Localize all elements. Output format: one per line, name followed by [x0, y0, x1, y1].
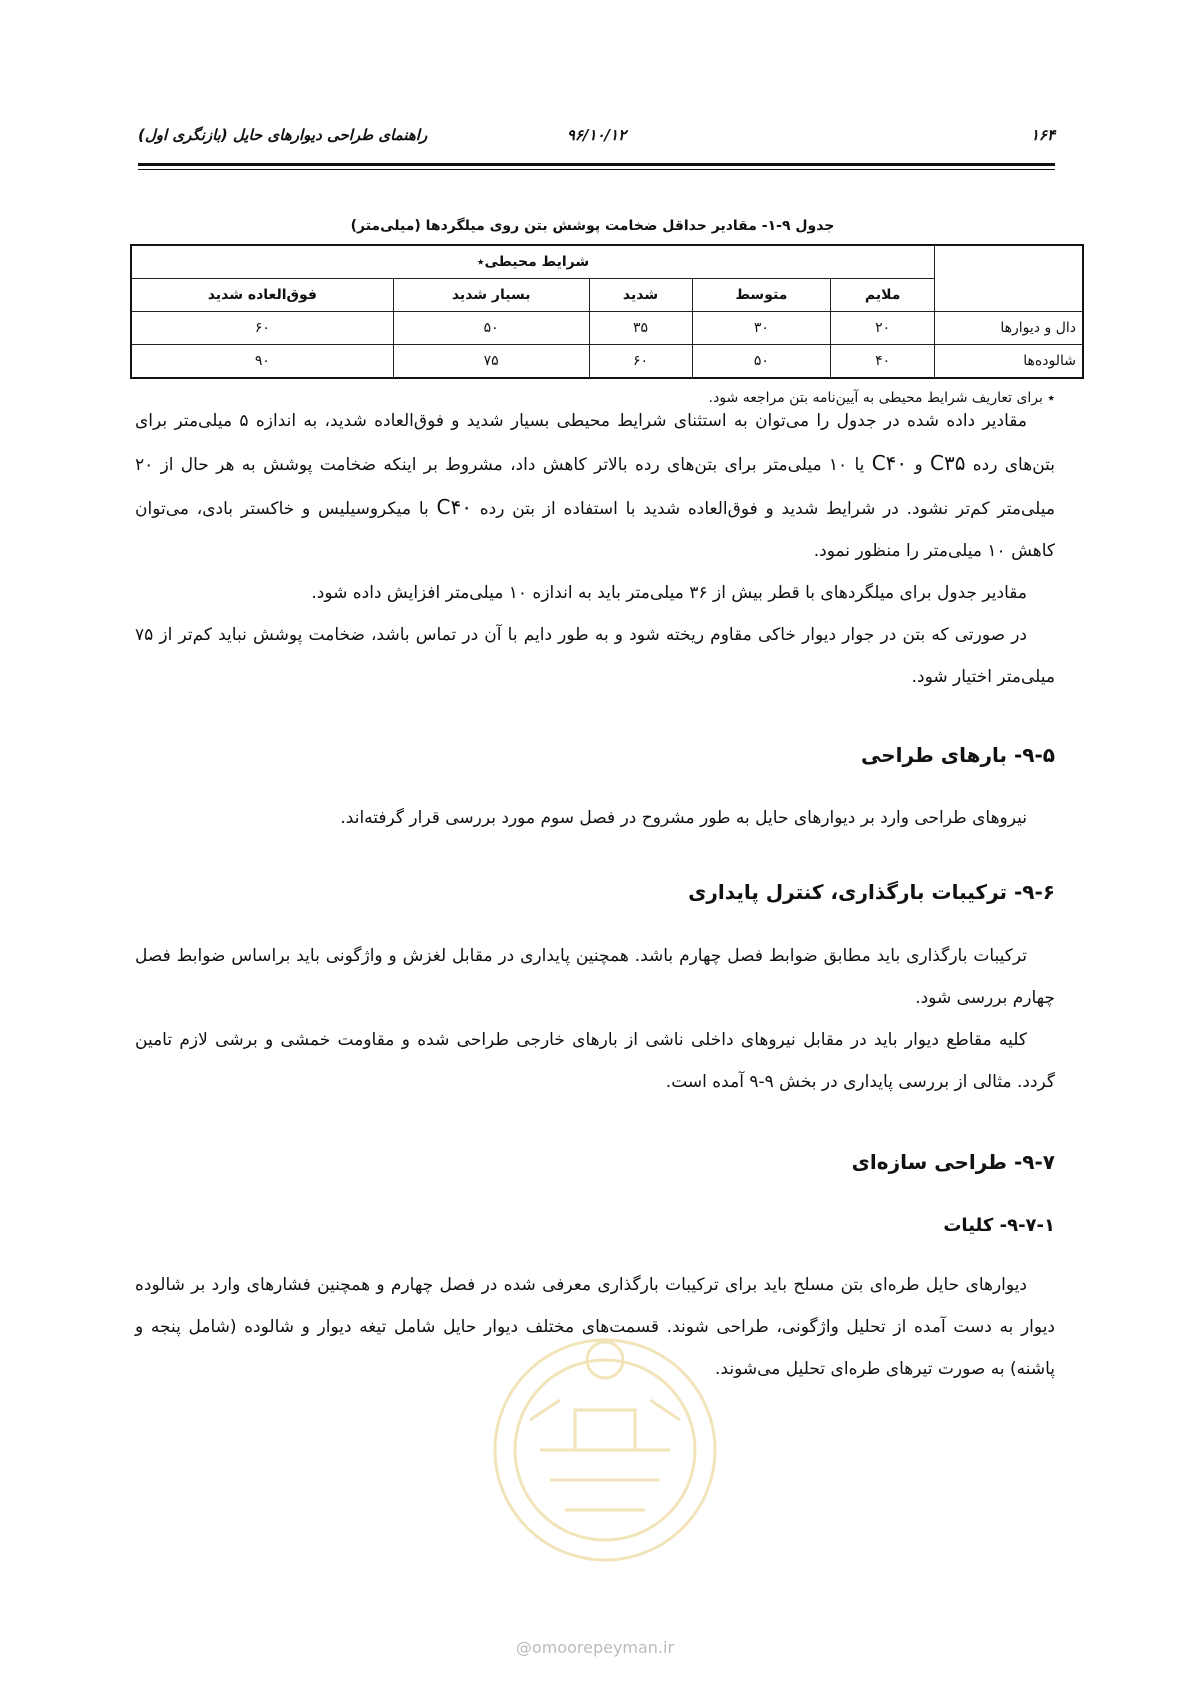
section-heading: ۹-۶- ترکیبات بارگذاری، کنترل پایداری	[688, 880, 1055, 904]
paragraph-text: و	[907, 455, 930, 475]
column-header: ملایم	[831, 279, 935, 312]
table-caption: جدول ۹-۱- مقادیر حداقل ضخامت پوشش بتن روی میلگردها (میلی‌متر)	[350, 218, 835, 234]
row-label: شالوده‌ها	[935, 345, 1084, 379]
paragraph-text: با میکروسیلیس و خاکستر بادی، می‌توان کاهش ۱۰ میلی‌متر را منظور نمود.	[135, 499, 1055, 561]
concrete-class-symbol: C۴۰	[871, 451, 908, 475]
table-corner-cell	[935, 245, 1084, 312]
paragraph-large-bars: مقادیر جدول برای میلگردهای با قطر بیش از ۳۶ میلی‌متر باید به اندازه ۱۰ میلی‌متر افزایش داده شود.	[311, 583, 1027, 603]
column-header: بسیار شدید	[393, 279, 589, 312]
table-row	[131, 312, 1083, 345]
table-group-header-row	[131, 245, 1083, 279]
header-rule-thin	[138, 169, 1055, 170]
paragraph-section-design: کلیه مقاطع دیوار باید در مقابل نیروهای داخلی ناشی از بارهای خارجی طراحی شده و مقاومت خمشی و برشی لازم تامین گردد. مثالی از بررسی پایداری در بخش ۹-۹ آمده است.	[135, 1030, 1055, 1092]
table-row	[131, 345, 1083, 379]
table-group-header: شرایط محیطی٭	[131, 245, 935, 279]
paragraph-load-combinations: ترکیبات بارگذاری باید مطابق ضوابط فصل چهارم باشد. همچنین پایداری در مقابل لغزش و واژگونی باید براساس ضوابط فصل چهارم بررسی شود.	[135, 946, 1055, 1008]
paragraph-text: یا ۱۰ میلی‌متر برای بتن‌های رده بالاتر کاهش داد، مشروط بر اینکه ضخامت پوشش به هر حال از ۲۰ میلی‌متر کم‌تر نشود. در شرایط شدید و فوق‌العاده شدید با استفاده از بتن رده	[135, 455, 1055, 519]
row-label: دال و دیوارها	[935, 312, 1084, 345]
section-heading: ۹-۷- طراحی سازه‌ای	[851, 1150, 1055, 1174]
header-date: ۹۶/۱۰/۱۲	[566, 126, 627, 144]
table-cell: ۳۰	[692, 312, 831, 345]
table-cell: ۹۰	[131, 345, 393, 379]
paragraph-general: دیوارهای حایل طره‌ای بتن مسلح باید برای ترکیبات بارگذاری معرفی شده در فصل چهارم و همچنین فشارهای وارد بر شالوده دیوار به دست آمده از تحلیل واژگونی، طراحی شوند. قسمت‌های مختلف دیوار حایل شامل تیغه دیوار و شالوده (شامل پنجه و پاشنه) به صورت تیرهای طره‌ای تحلیل می‌شوند.	[135, 1275, 1055, 1379]
page-number: ۱۶۴	[1030, 126, 1055, 144]
table-cell: ۳۵	[589, 312, 692, 345]
section-heading: ۹-۵- بارهای طراحی	[861, 743, 1055, 767]
table-cell: ۶۰	[589, 345, 692, 379]
paragraph-cover-reduction	[135, 400, 1055, 572]
column-header: متوسط	[692, 279, 831, 312]
table-cell: ۷۵	[393, 345, 589, 379]
paragraph-text: مقادیر داده شده در جدول را می‌توان به استثنای شرایط محیطی بسیار شدید و فوق‌العاده شدید، به اندازه ۵ میلی‌متر برای بتن‌های رده	[135, 411, 1056, 475]
cover-thickness-table	[130, 244, 1084, 379]
table-cell: ۵۰	[692, 345, 831, 379]
running-header	[138, 126, 1055, 156]
paragraph-soil-contact: در صورتی که بتن در جوار دیوار خاکی مقاوم ریخته شود و به طور دایم با آن در تماس باشد، ضخامت پوشش نباید کم‌تر از ۷۵ میلی‌متر اختیار شود.	[135, 625, 1055, 687]
concrete-class-symbol: C۳۵	[930, 451, 966, 475]
header-rule	[138, 163, 1055, 166]
column-header: شدید	[589, 279, 692, 312]
table-cell: ۲۰	[831, 312, 935, 345]
table-footnote: ٭ برای تعاریف شرایط محیطی به آیین‌نامه بتن مراجعه شود.	[708, 390, 1055, 406]
watermark-seal	[470, 1300, 740, 1590]
watermark-url: @omoorepeyman.ir	[515, 1638, 675, 1657]
table-cell: ۴۰	[831, 345, 935, 379]
concrete-class-symbol: C۴۰	[436, 495, 472, 519]
book-title: راهنمای طراحی دیوارهای حایل (بازنگری اول)	[138, 126, 428, 144]
subsection-heading: ۹-۷-۱- کلیات	[943, 1215, 1055, 1236]
paragraph-design-loads: نیروهای طراحی وارد بر دیوارهای حایل به طور مشروح در فصل سوم مورد بررسی قرار گرفته‌اند.	[340, 808, 1027, 828]
column-header: فوق‌العاده شدید	[131, 279, 393, 312]
table-cell: ۵۰	[393, 312, 589, 345]
table-cell: ۶۰	[131, 312, 393, 345]
